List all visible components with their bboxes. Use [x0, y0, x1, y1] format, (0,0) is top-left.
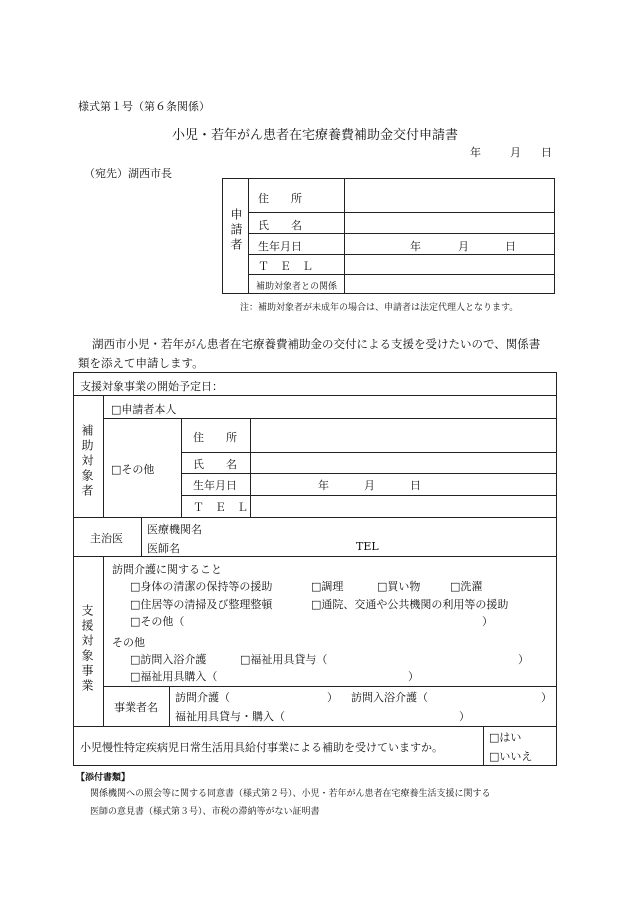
- applicant-tel-label: Ｔ Ｅ Ｌ: [258, 260, 313, 273]
- bathing-checkbox[interactable]: □訪問入浴介護: [130, 653, 207, 666]
- subject-birth-label: 生年月日: [193, 479, 237, 492]
- applicant-address-label: 住 所: [258, 192, 302, 205]
- provider-label: 事業者名: [114, 701, 158, 714]
- applicant-note: 注：補助対象者が未成年の場合は、申請者は法定代理人となります。: [240, 303, 519, 313]
- applicant-side-label: 申請者: [229, 208, 243, 253]
- date-day: 日: [541, 146, 552, 159]
- care-hygiene-checkbox[interactable]: □身体の清潔の保持等の援助: [130, 580, 273, 593]
- question-no-checkbox[interactable]: □いいえ: [489, 750, 533, 763]
- services-side-label: 支援対象事業: [80, 604, 94, 694]
- care-transport-checkbox[interactable]: □通院、交通や公共機関の利用等の援助: [311, 598, 509, 611]
- other-heading: その他: [112, 636, 145, 649]
- care-cleaning-checkbox[interactable]: □住居等の清掃及び整理整頓: [130, 598, 273, 611]
- date-month: 月: [510, 146, 521, 159]
- applicant-birth-year: 年: [410, 240, 421, 253]
- equipment-rental-checkbox[interactable]: □福祉用具貸与（: [240, 653, 328, 666]
- doctor-name-label: 医師名: [147, 542, 180, 555]
- attachments-line-1: 関係機関への照会等に関する同意書（様式第２号）、小児・若年がん患者在宅療養生活支援に関する: [90, 789, 491, 799]
- question-text: 小児慢性特定疾病児日常生活用具給付事業による補助を受けていますか。: [80, 741, 443, 754]
- care-shopping-checkbox[interactable]: □買い物: [377, 580, 421, 593]
- provider-home-care-close: ）: [327, 691, 338, 704]
- start-date-label: 支援対象事業の開始予定日：: [80, 380, 223, 393]
- applicant-birth-month: 月: [458, 240, 469, 253]
- subject-other-checkbox[interactable]: □その他: [111, 463, 155, 476]
- subject-birth-month: 月: [364, 479, 375, 492]
- doctor-tel-label: TEL: [356, 540, 379, 553]
- care-cooking-checkbox[interactable]: □調理: [311, 580, 344, 593]
- question-yes-checkbox[interactable]: □はい: [489, 731, 522, 744]
- care-heading: 訪問介護に関すること: [112, 563, 222, 576]
- applicant-birth-day: 日: [505, 240, 516, 253]
- subject-self-checkbox[interactable]: □申請者本人: [111, 403, 177, 416]
- care-laundry-checkbox[interactable]: □洗濯: [450, 580, 483, 593]
- subject-side-label: 補助対象者: [80, 424, 94, 499]
- provider-equipment-close: ）: [459, 710, 470, 723]
- applicant-name-label: 氏 名: [258, 219, 302, 232]
- subject-birth-day: 日: [410, 479, 421, 492]
- doctor-institution-label: 医療機関名: [147, 523, 202, 536]
- attachments-heading: 【添付書類】: [76, 773, 131, 783]
- equipment-rental-close: ）: [518, 653, 529, 666]
- provider-home-care-label: 訪問介護（: [175, 691, 230, 704]
- subject-birth-year: 年: [318, 479, 329, 492]
- subject-address-label: 住 所: [193, 431, 237, 444]
- provider-equipment-label: 福祉用具貸与・購入（: [175, 710, 285, 723]
- applicant-birth-label: 生年月日: [258, 240, 302, 253]
- applicant-relation-label: 補助対象者との関係: [256, 282, 338, 292]
- care-other-checkbox[interactable]: □その他（: [130, 615, 185, 628]
- statement-line-2: 類を添えて申請します。: [78, 356, 204, 370]
- provider-bathing-label: 訪問入浴介護（: [351, 691, 428, 704]
- attachments-line-2: 医師の意見書（様式第３号）、市税の滞納等がない証明書: [90, 807, 320, 817]
- form-number: 様式第１号（第６条関係）: [78, 100, 210, 113]
- statement-line-1: 湖西市小児・若年がん患者在宅療養費補助金の交付による支援を受けたいので、関係書: [92, 337, 541, 351]
- subject-name-label: 氏 名: [193, 458, 237, 471]
- document-title: 小児・若年がん患者在宅療養費補助金交付申請書: [172, 128, 459, 143]
- addressee: （宛先）湖西市長: [84, 167, 172, 180]
- care-other-close: ）: [482, 615, 493, 628]
- subject-tel-label: Ｔ Ｅ Ｌ: [193, 501, 248, 514]
- equipment-purchase-close: ）: [408, 670, 419, 683]
- doctor-label: 主治医: [90, 532, 123, 545]
- date-year: 年: [470, 146, 481, 159]
- equipment-purchase-checkbox[interactable]: □福祉用具購入（: [130, 670, 218, 683]
- provider-bathing-close: ）: [541, 691, 552, 704]
